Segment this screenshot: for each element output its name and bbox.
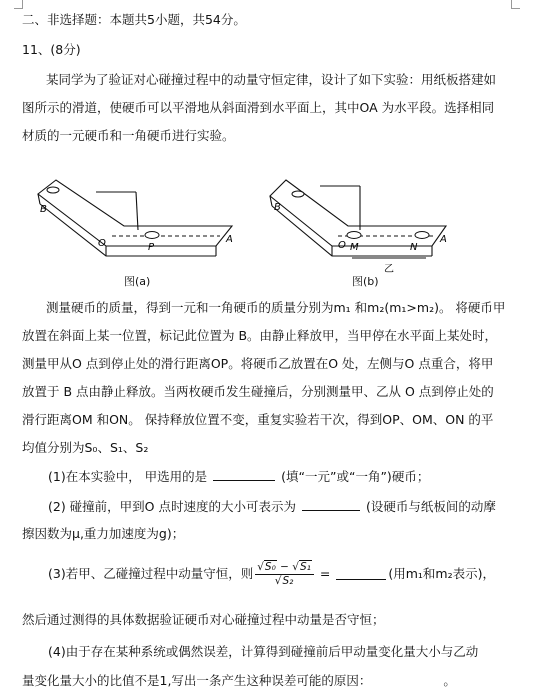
question-1-answer-blank[interactable] [213, 470, 275, 481]
question-3-line-2: 然后通过测得的具体数据验证硬币对心碰撞过程中动量是否守恒； [22, 612, 385, 627]
question-3-hint: (用m₁和m₂表示)， [388, 565, 495, 581]
figure-b [262, 172, 456, 276]
sqrt-s2: S₂ [282, 574, 294, 587]
section-heading: 二、非选择题：本题共5小题，共54分。 [22, 12, 246, 27]
coin-at-n [415, 232, 429, 239]
coin-at-b [47, 187, 59, 193]
label-o: O [338, 240, 346, 251]
question-4-line-2 [22, 674, 456, 688]
question-4-line-1: (4)由于存在某种系统或偶然误差，计算得到碰撞前后甲动量变化量大小与乙动 [48, 644, 479, 659]
figure-b-caption: 图(b) [352, 275, 379, 288]
body-line-2: 放置在斜面上某一位置，标记此位置为 B。由静止释放甲，当甲停在水平面上某处时， [22, 328, 498, 343]
question-number: 11、(8分) [22, 42, 81, 57]
label-m: M [350, 242, 359, 253]
pointer-line [136, 192, 138, 230]
figure-a-caption: 图(a) [124, 275, 151, 288]
sqrt-s0: S₀ [264, 561, 276, 573]
coin-at-m [347, 232, 361, 239]
question-1-text: (1)在本实验中， 甲选用的是 [48, 469, 208, 484]
question-1-hint: (填“一元”或“一角”)硬币； [281, 469, 430, 484]
fraction-numerator: √S₀ − √S₁ [255, 562, 314, 575]
question-4-answer-blank[interactable] [377, 674, 437, 685]
ramp-underside [40, 204, 216, 256]
figure-a [28, 172, 242, 276]
question-4-end: 。 [443, 673, 456, 688]
question-3-answer-blank[interactable] [336, 569, 386, 580]
equals-sign: = [319, 565, 331, 581]
label-p: P [148, 242, 155, 253]
fraction-denominator: √S₂ [274, 574, 294, 587]
question-1 [48, 470, 429, 484]
label-a: A [226, 234, 233, 245]
ratio-fraction [255, 562, 314, 586]
page-corner-mark-left [14, 0, 23, 9]
body-line-5: 滑行距离OM 和ON。 保持释放位置不变，重复实验若干次，得到OP、OM、ON 的平 [22, 412, 494, 427]
question-3-text: (3)若甲、乙碰撞过程中动量守恒，则 [48, 565, 254, 581]
label-yi: 乙 [384, 264, 394, 275]
label-b: B [274, 202, 281, 213]
question-2-line-2: 擦因数为μ,重力加速度为g)； [22, 526, 185, 541]
intro-line-3: 材质的一元硬币和一角硬币进行实验。 [22, 128, 235, 143]
coin-at-b [292, 191, 304, 197]
label-n: N [410, 242, 418, 253]
coin-at-p [145, 232, 159, 239]
page-corner-mark-right [511, 0, 520, 9]
body-line-4: 放置于 B 点由静止释放。当两枚硬币发生碰撞后，分别测量甲、乙从 O 点到停止处的 [22, 384, 494, 399]
body-line-1: 测量硬币的质量，得到一元和一角硬币的质量分别为m₁ 和m₂(m₁>m₂)。 将硬币甲 [46, 300, 506, 315]
intro-line-2: 图所示的滑道，使硬币可以平滑地从斜面滑到水平面上，其中OA 为水平段。选择相同 [22, 100, 495, 115]
intro-line-1: 某同学为了验证对心碰撞过程中的动量守恒定律，设计了如下实验：用纸板搭建如 [46, 72, 497, 87]
minus-sign: − [276, 561, 293, 573]
label-b: B [40, 204, 47, 215]
label-o: O [98, 238, 106, 249]
label-a: A [440, 234, 447, 245]
question-3 [48, 562, 495, 586]
question-2-hint: (设硬币与纸板间的动摩 [365, 499, 496, 514]
question-2-text: (2) 碰撞前，甲到O 点时速度的大小可表示为 [48, 499, 296, 514]
body-line-3: 测量甲从O 点到停止处的滑行距离OP。将硬币乙放置在O 处，左侧与O 点重合，将甲 [22, 356, 494, 371]
question-2 [48, 500, 496, 514]
question-4-text: 量变化量大小的比值不是1,写出一条产生这种误差可能的原因： [22, 673, 372, 688]
question-2-answer-blank[interactable] [302, 500, 360, 511]
sqrt-s1: S₁ [299, 561, 311, 573]
body-line-6: 均值分别为S₀、S₁、S₂ [22, 440, 149, 455]
